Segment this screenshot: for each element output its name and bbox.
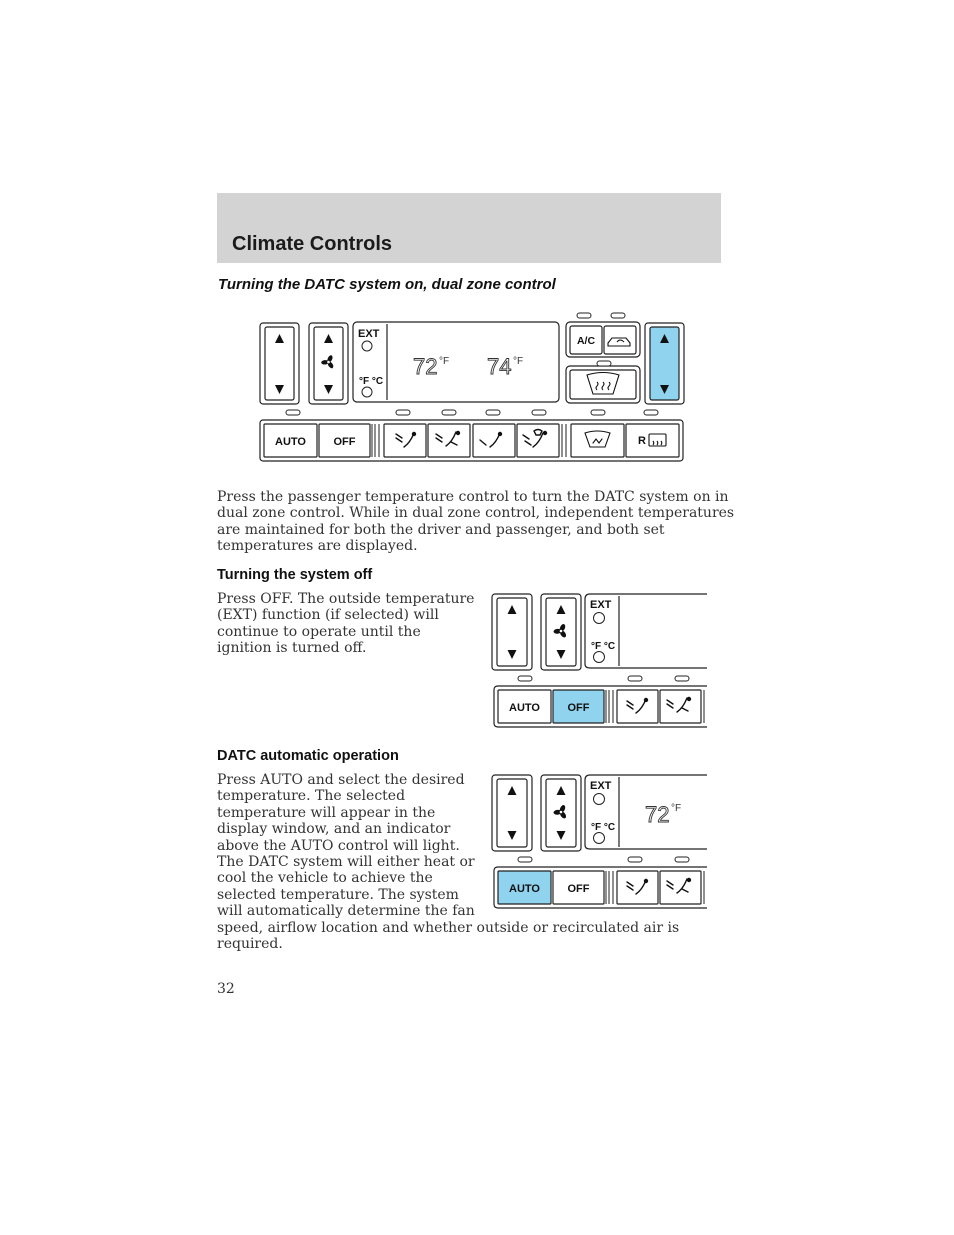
section1-paragraph: Press the passenger temperature control to turn the DATC system on in dual zone control. While in dual zone control, independent temperatures are maintained for both the driver and passenger, and both set temperatures are displayed. <box>217 489 735 555</box>
ac-label: A/C <box>576 335 596 347</box>
front-defrost-max-button[interactable] <box>570 370 636 399</box>
page-number: 32 <box>217 981 235 997</box>
panel-floor-button[interactable] <box>660 690 701 723</box>
floor-vent-button[interactable] <box>473 424 515 457</box>
set-temp-unit: °F <box>671 803 682 814</box>
driver-temp-readout: 72 <box>413 354 438 379</box>
section3-paragraph: Press AUTO and select the desired temperature. The selected temperature will appear in the display window, and an indicator above the AUTO control will light. The DATC system will either heat or cool the vehicle to achieve the selected temperature. The system will automatically determine the fan speed, airflow location and whether outside or recirculated air is required. <box>217 772 680 953</box>
units-indicator <box>594 652 605 663</box>
panel-vent-button[interactable] <box>617 690 658 723</box>
units-label: °F °C <box>359 376 384 387</box>
section-title-system-off: Turning the system off <box>217 567 373 583</box>
ext-indicator <box>362 341 372 351</box>
panel-floor-button[interactable] <box>660 871 701 904</box>
datc-panel-diagram <box>255 310 690 466</box>
ext-indicator <box>594 794 605 805</box>
auto-label: AUTO <box>509 702 540 714</box>
set-temp-readout: 72 <box>645 802 670 827</box>
rear-defrost-letter: R <box>638 435 646 447</box>
panel-vent-button[interactable] <box>617 871 658 904</box>
page-title: Climate Controls <box>232 233 393 255</box>
passenger-temp-unit: °F <box>513 356 524 367</box>
ext-label: EXT <box>590 780 612 792</box>
units-indicator <box>362 387 372 397</box>
driver-temp-unit: °F <box>439 356 450 367</box>
off-label: OFF <box>333 436 356 448</box>
auto-label: AUTO <box>509 883 540 895</box>
ext-label: EXT <box>358 328 380 340</box>
rear-defrost-button[interactable] <box>626 424 679 457</box>
passenger-temp-readout: 74 <box>487 354 512 379</box>
section2-paragraph: Press OFF. The outside temperature (EXT) function (if selected) will continue to operate until the ignition is turned off. <box>217 591 475 657</box>
off-label: OFF <box>567 883 590 895</box>
auto-panel-diagram <box>490 771 708 911</box>
panel-floor-button[interactable] <box>428 424 470 457</box>
auto-label: AUTO <box>275 436 306 448</box>
display-window <box>353 322 559 402</box>
section-title-dual-zone: Turning the DATC system on, dual zone control <box>218 276 556 293</box>
units-label: °F °C <box>591 822 616 833</box>
section-title-automatic: DATC automatic operation <box>217 748 399 764</box>
ext-label: EXT <box>590 599 612 611</box>
units-indicator <box>594 833 605 844</box>
ext-indicator <box>594 613 605 624</box>
off-label: OFF <box>567 702 590 714</box>
off-panel-diagram <box>490 590 708 730</box>
units-label: °F °C <box>591 641 616 652</box>
panel-vent-button[interactable] <box>384 424 426 457</box>
